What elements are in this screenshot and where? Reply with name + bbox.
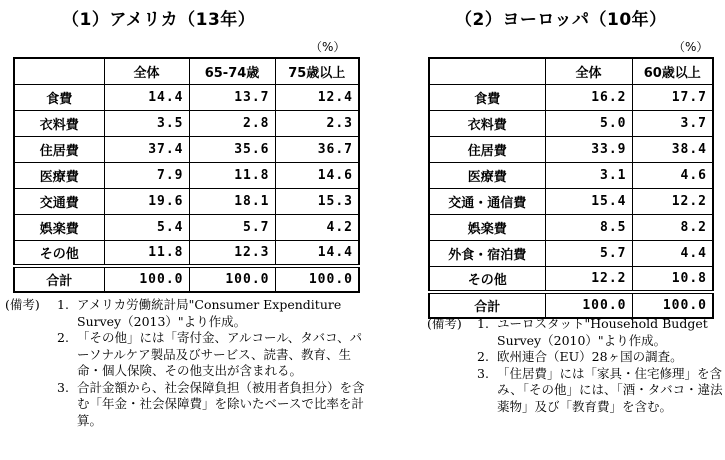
- usa-title: （1）アメリカ（13年）: [62, 10, 256, 30]
- row-label: 食費: [14, 84, 104, 110]
- note-number: 1.: [57, 297, 69, 312]
- note-item: [477, 316, 723, 349]
- table-row: [14, 84, 359, 110]
- table-row: [14, 214, 359, 240]
- table-row: [429, 84, 713, 110]
- value-cell: 16.2: [545, 84, 632, 110]
- europe-expenditure-table: [428, 57, 714, 319]
- value-cell: 100.0: [104, 266, 189, 292]
- table-row: [429, 110, 713, 136]
- value-cell: 12.2: [632, 188, 713, 214]
- note-text: 合計金額から、社会保障負担（被用者負担分）を含む「年金・社会保障費」を除いたベースで比率を計算。: [77, 379, 365, 428]
- row-label: 医療費: [14, 162, 104, 188]
- note-text: 「その他」には「寄付金、アルコール、タバコ、パーソナルケア製品及びサービス、読書、教育、生命・個人保険、その他支出が含まれる。: [77, 330, 363, 378]
- europe-unit-label: （%）: [673, 40, 709, 54]
- value-cell: 5.4: [104, 214, 189, 240]
- value-cell: 8.5: [545, 214, 632, 240]
- value-cell: 19.6: [104, 188, 189, 214]
- value-cell: 15.3: [275, 188, 359, 214]
- value-cell: 8.2: [632, 214, 713, 240]
- row-label: 娯楽費: [14, 214, 104, 240]
- usa-notes: [5, 297, 373, 429]
- table-row: [14, 136, 359, 162]
- note-number: 2.: [477, 349, 489, 364]
- table-row: [429, 266, 713, 292]
- note-item: [477, 349, 723, 366]
- value-cell: 3.7: [632, 110, 713, 136]
- value-cell: 11.8: [189, 162, 275, 188]
- value-cell: 100.0: [189, 266, 275, 292]
- value-cell: 10.8: [632, 266, 713, 292]
- note-text: 「住居費」には「家具・住宅修理」を含み、「その他」には、「酒・タバコ・違法薬物」及び「教育費」を含む。: [497, 365, 723, 414]
- table-row: [14, 162, 359, 188]
- note-item: [57, 297, 373, 330]
- value-cell: 35.6: [189, 136, 275, 162]
- row-label: 外食・宿泊費: [429, 240, 545, 266]
- value-cell: 12.3: [189, 240, 275, 266]
- table-row: [429, 240, 713, 266]
- value-cell: 100.0: [275, 266, 359, 292]
- note-number: 1.: [477, 316, 489, 331]
- value-cell: 100.0: [632, 292, 713, 318]
- note-item: [57, 330, 373, 380]
- note-number: 3.: [477, 365, 489, 381]
- row-label: 娯楽費: [429, 214, 545, 240]
- table-row: [14, 188, 359, 214]
- table-row: [429, 188, 713, 214]
- table-row: [14, 110, 359, 136]
- row-label: 交通・通信費: [429, 188, 545, 214]
- table-row: [429, 136, 713, 162]
- table-row: [429, 214, 713, 240]
- value-cell: 5.7: [545, 240, 632, 266]
- value-cell: 11.8: [104, 240, 189, 266]
- value-cell: 36.7: [275, 136, 359, 162]
- table-row: [429, 162, 713, 188]
- usa-unit-label: （%）: [310, 40, 346, 54]
- value-cell: 18.1: [189, 188, 275, 214]
- column-header: 全体: [104, 58, 189, 84]
- value-cell: 33.9: [545, 136, 632, 162]
- note-number: 2.: [57, 330, 69, 345]
- column-header: 全体: [545, 58, 632, 84]
- europe-title: （2）ヨーロッパ（10年）: [455, 10, 667, 30]
- row-label: 交通費: [14, 188, 104, 214]
- note-text: 欧州連合（EU）28ヶ国の調査。: [497, 349, 683, 364]
- value-cell: 2.3: [275, 110, 359, 136]
- europe-notes-prefix: (備考): [427, 316, 462, 331]
- note-number: 3.: [57, 379, 69, 395]
- note-item: [477, 366, 723, 416]
- value-cell: 7.9: [104, 162, 189, 188]
- column-header: 65-74歳: [189, 58, 275, 84]
- total-row: [429, 292, 713, 318]
- row-label: 食費: [429, 84, 545, 110]
- value-cell: 3.1: [545, 162, 632, 188]
- header-corner-cell: [429, 58, 545, 84]
- row-label: 合計: [14, 266, 104, 292]
- row-label: 住居費: [429, 136, 545, 162]
- value-cell: 5.0: [545, 110, 632, 136]
- row-label: 医療費: [429, 162, 545, 188]
- value-cell: 14.6: [275, 162, 359, 188]
- row-label: 合計: [429, 292, 545, 318]
- usa-expenditure-table: [13, 57, 360, 293]
- table-row: [14, 240, 359, 266]
- column-header: 60歳以上: [632, 58, 713, 84]
- value-cell: 100.0: [545, 292, 632, 318]
- value-cell: 4.6: [632, 162, 713, 188]
- value-cell: 14.4: [275, 240, 359, 266]
- row-label: その他: [429, 266, 545, 292]
- note-text: アメリカ労働統計局"Consumer Expenditure Survey（2013）"より作成。: [77, 297, 342, 329]
- value-cell: 4.2: [275, 214, 359, 240]
- value-cell: 12.2: [545, 266, 632, 292]
- row-label: 住居費: [14, 136, 104, 162]
- header-corner-cell: [14, 58, 104, 84]
- column-header: 75歳以上: [275, 58, 359, 84]
- value-cell: 12.4: [275, 84, 359, 110]
- total-row: [14, 266, 359, 292]
- value-cell: 4.4: [632, 240, 713, 266]
- value-cell: 2.8: [189, 110, 275, 136]
- value-cell: 15.4: [545, 188, 632, 214]
- value-cell: 14.4: [104, 84, 189, 110]
- value-cell: 5.7: [189, 214, 275, 240]
- row-label: 衣料費: [429, 110, 545, 136]
- usa-notes-prefix: (備考): [5, 297, 40, 312]
- europe-notes: [427, 316, 723, 415]
- note-text: ユーロスタット"Household Budget Survey（2010）"より作成。: [497, 316, 708, 348]
- row-label: その他: [14, 240, 104, 266]
- row-label: 衣料費: [14, 110, 104, 136]
- value-cell: 17.7: [632, 84, 713, 110]
- value-cell: 3.5: [104, 110, 189, 136]
- value-cell: 37.4: [104, 136, 189, 162]
- value-cell: 38.4: [632, 136, 713, 162]
- note-item: [57, 380, 373, 430]
- value-cell: 13.7: [189, 84, 275, 110]
